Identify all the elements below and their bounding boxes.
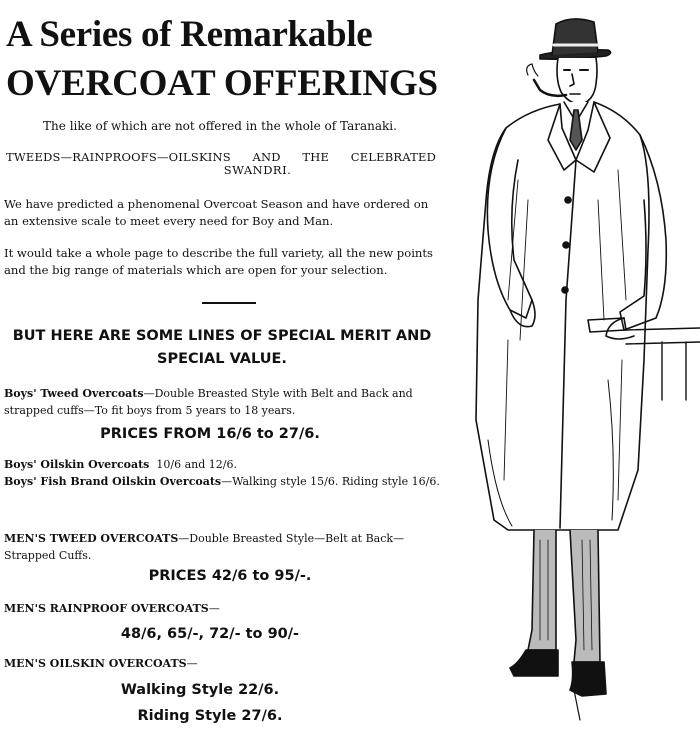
left-shoe (510, 650, 558, 676)
mens-rainproof-desc: — (208, 602, 220, 615)
right-trouser (570, 530, 600, 662)
boys-oilskin-name: Boys' Oilskin Overcoats (4, 458, 150, 471)
swandri-line: SWANDRI. (223, 163, 292, 177)
mens-tweed-price: PRICES 42/6 to 95/-. (148, 568, 312, 584)
hat-crown (552, 19, 598, 55)
variety-paragraph: It would take a whole page to describe the full variety, all the new points and the big range of materials which are open for your selection. (4, 246, 433, 277)
mens-rainproof-price: 48/6, 65/-, 72/- to 90/- (120, 626, 300, 642)
headline-line2: OVERCOAT OFFERINGS (6, 63, 438, 104)
boys-tweed-price: PRICES FROM 16/6 to 27/6. (100, 426, 320, 442)
boys-fish-brand-name: Boys' Fish Brand Oilskin Overcoats (4, 475, 222, 488)
mens-rainproof-name: MEN'S RAINPROOF OVERCOATS (4, 602, 209, 615)
mens-tweed-desc: —Double Breasted Style—Belt at Back—Strapped Cuffs. (4, 532, 405, 562)
tweeds-line: TWEEDS—RAINPROOFS—OILSKINS AND THE CELEBRATED (6, 150, 436, 164)
boys-oilskin-desc: 10/6 and 12/6. (156, 458, 237, 471)
tagline: The like of which are not offered in the whole of Taranaki. (43, 119, 397, 133)
boys-tweed-name: Boys' Tweed Overcoats (4, 387, 144, 400)
boys-fish-brand-desc: —Walking style 15/6. Riding style 16/6. (221, 475, 440, 488)
boys-fish-brand-item (4, 474, 440, 491)
boys-tweed-desc: —Double Breasted Style with Belt and Back and strapped cuffs—To fit boys from 5 years to 18 years. (4, 387, 413, 417)
mens-rainproof-item (4, 601, 440, 618)
man-in-overcoat-illustration (448, 0, 700, 726)
headline-line1: A Series of Remarkable (6, 14, 373, 55)
mens-tweed-item (4, 531, 440, 564)
boys-oilskin-item (4, 457, 440, 474)
divider-rule (202, 302, 256, 304)
walking-style-price: Walking Style 22/6. (120, 682, 280, 698)
special-merit-heading (4, 325, 440, 371)
left-trouser (528, 530, 556, 650)
mens-oilskin-desc: — (186, 657, 198, 670)
mens-oilskin-item (4, 656, 440, 673)
intro-paragraph: We have predicted a phenomenal Overcoat Season and have ordered on an extensive scale to meet every need for Boy and Man. (4, 197, 429, 228)
special-merit-line2: SPECIAL VALUE. (157, 351, 287, 367)
overcoat-figure-drawing (448, 0, 700, 726)
riding-style-price: Riding Style 27/6. (137, 708, 283, 724)
boys-tweed-item (4, 386, 440, 419)
mens-tweed-name: MEN'S TWEED OVERCOATS (4, 532, 179, 545)
head (557, 58, 597, 104)
special-merit-line1: BUT HERE ARE SOME LINES OF SPECIAL MERIT AND (12, 328, 432, 344)
right-shoe (570, 662, 606, 696)
mens-oilskin-name: MEN'S OILSKIN OVERCOATS (4, 657, 187, 670)
